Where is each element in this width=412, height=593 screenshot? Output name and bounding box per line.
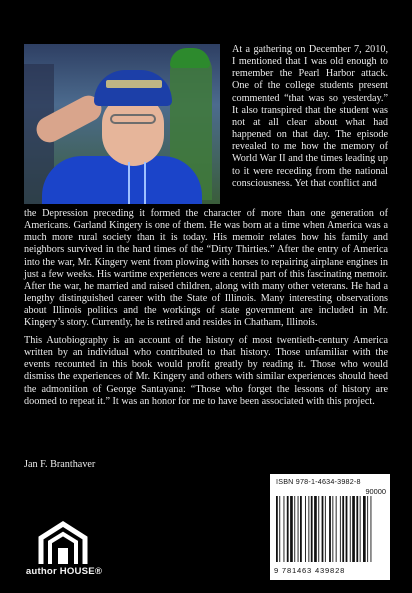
second-paragraph: This Autobiography is an account of the history of most twentieth-century America written by an individual who contributed to that history. Those unfamiliar with the events recounted in this book would profit greatly by reading it. Those who would dismiss the experiences of Mr. Kingery and others with similar experiences should heed the admonition of George Santayana: “Those who forget the lessons of history are doomed to repeat it.” It was an honor for me to have been associated with this project.: [24, 335, 388, 407]
photo-cap-logo: [106, 80, 162, 88]
photo-blue-cap: [94, 70, 172, 106]
author-signature: Jan F. Branthaver: [24, 459, 96, 470]
photo-lanyard: [128, 162, 146, 204]
intro-paragraph-continued: the Depression preceding it formed the character of more than one generation of Americans. Garland Kingery is one of them. He was born at a time when America was a much more rural society than it is today. His memoir relates how his family and neighbors survived in the hard times of the “Dirty Thirties.” After the entry of America into the war, Mr. Kingery went from plowing with horses to repairing airplane engines in just a few weeks. His wartime experiences were a central part of this fascinating memoir. After the war, he married and raised children, along with many other veterans. He had a lengthy distinguished career with the State of Illinois. Many interesting observations about Illinois politics and the workings of state government are included in Mr. Kingery’s story. Currently, he is retired and resides in Chatham, Illinois.: [24, 208, 388, 329]
barcode-panel: [270, 474, 390, 580]
price-code: 90000: [365, 487, 386, 496]
barcode-bars-icon: [276, 496, 386, 562]
veteran-photo: [24, 44, 220, 204]
photo-background-green-cap: [170, 48, 210, 68]
intro-paragraph-side: At a gathering on December 7, 2010, I mentioned that I was old enough to remember the Pearl Harbor attack. One of the college students present commented “that was so yesterday.” It also transpired that the student was not at all clear about what had happened on that day. The episode revealed to me how the memory of World War II and the times leading up to it were receding from the national consciousness. Yet that conflict and: [232, 44, 388, 189]
publisher-name: author HOUSE®: [25, 566, 103, 577]
barcode-number: 9 781463 439828: [274, 566, 346, 575]
photo-face: [102, 96, 164, 166]
isbn-label: ISBN 978-1-4634-3982-8: [276, 477, 361, 486]
photo-glasses: [110, 114, 156, 124]
